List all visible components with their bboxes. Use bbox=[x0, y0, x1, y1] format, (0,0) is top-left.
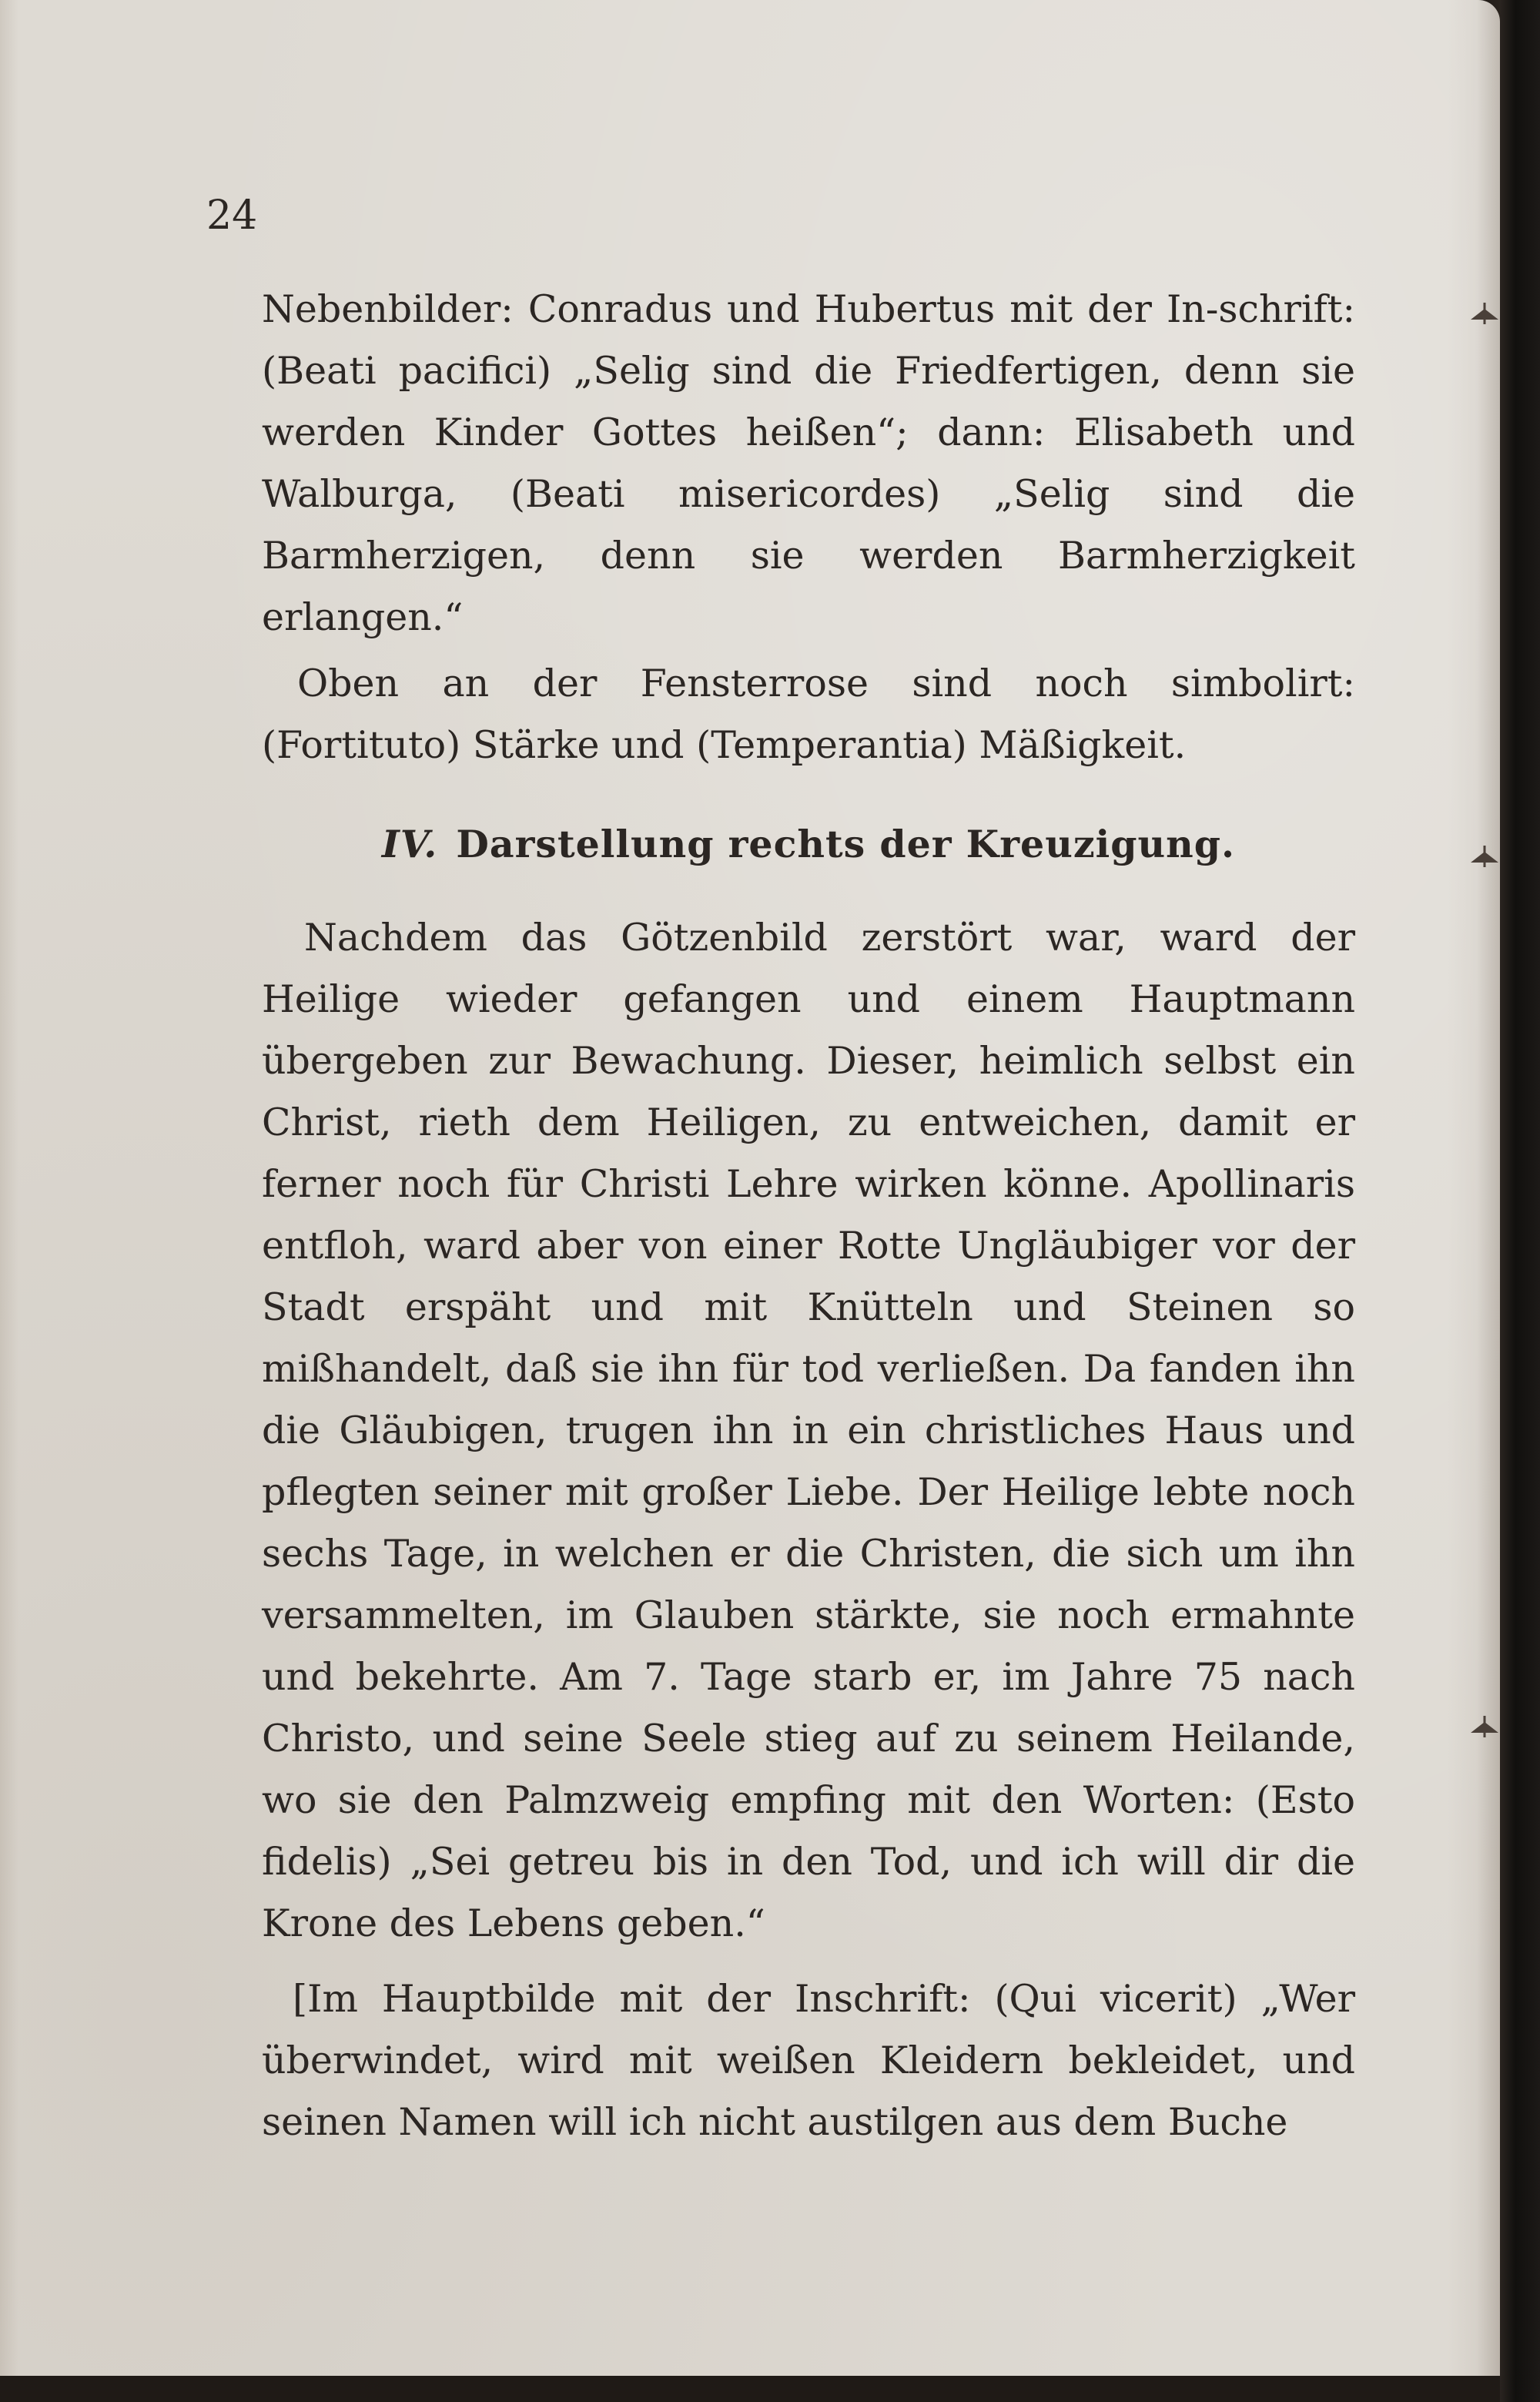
section-title: Darstellung rechts der Kreuzigung. bbox=[456, 822, 1236, 866]
page-body bbox=[262, 279, 1355, 2153]
page-tab-mark bbox=[1469, 296, 1500, 327]
page-edge-shading bbox=[1477, 0, 1500, 2376]
intro-paragraph: Nebenbilder: Conradus und Hubertus mit der In-schrift: (Beati pacifici) „Selig sind die Friedfertigen, denn sie werden Kinder Gottes heißen“; dann: Elisabeth und Walburga, (Beati misericordes) „Selig sind die Barmherzigen, denn sie werden Barmherzigkeit erlangen.“ bbox=[262, 287, 1355, 639]
page-tab-mark bbox=[1469, 839, 1500, 870]
section-numeral: IV. bbox=[381, 822, 438, 866]
section-heading bbox=[262, 813, 1355, 875]
main-paragraph: Nachdem das Götzenbild zerstört war, ward der Heilige wieder gefangen und einem Hauptmann übergeben zur Bewachung. Dieser, heimlich selbst ein Christ, rieth dem Heiligen, zu entweichen, damit er ferner noch für Christi Lehre wirken könne. Apollinaris entfloh, ward aber von einer Rotte Ungläubiger vor der Stadt erspäht und mit Knütteln und Steinen so mißhandelt, daß sie ihn für tod verließen. Da fanden ihn die Gläubigen, trugen ihn in ein christliches Haus und pflegten seiner mit großer Liebe. Der Heilige lebte noch sechs Tage, in welchen er die Christen, die sich um ihn versammelten, im Glauben stärkte, sie noch ermahnte und bekehrte. Am 7. Tage starb er, im Jahre 75 nach Christo, und seine Seele stieg auf zu seinem Heilande, wo sie den Palmzweig empfing mit den Worten: (Esto fidelis) „Sei getreu bis in den Tod, und ich will dir die Krone des Lebens geben.“ bbox=[262, 916, 1355, 1945]
page-tab-mark bbox=[1469, 1710, 1500, 1740]
ornament-paragraph: Oben an der Fensterrose sind noch simbolirt: (Fortituto) Stärke und (Temperantia) Mäßigkeit. bbox=[262, 662, 1355, 767]
book-spine-shadow bbox=[1500, 0, 1540, 2402]
page-number: 24 bbox=[206, 193, 258, 239]
bracket-paragraph: [Im Hauptbilde mit der Inschrift: (Qui vicerit) „Wer überwindet, wird mit weißen Kleidern bekleidet, und seinen Namen will ich nicht austilgen aus dem Buche bbox=[262, 1977, 1355, 2144]
